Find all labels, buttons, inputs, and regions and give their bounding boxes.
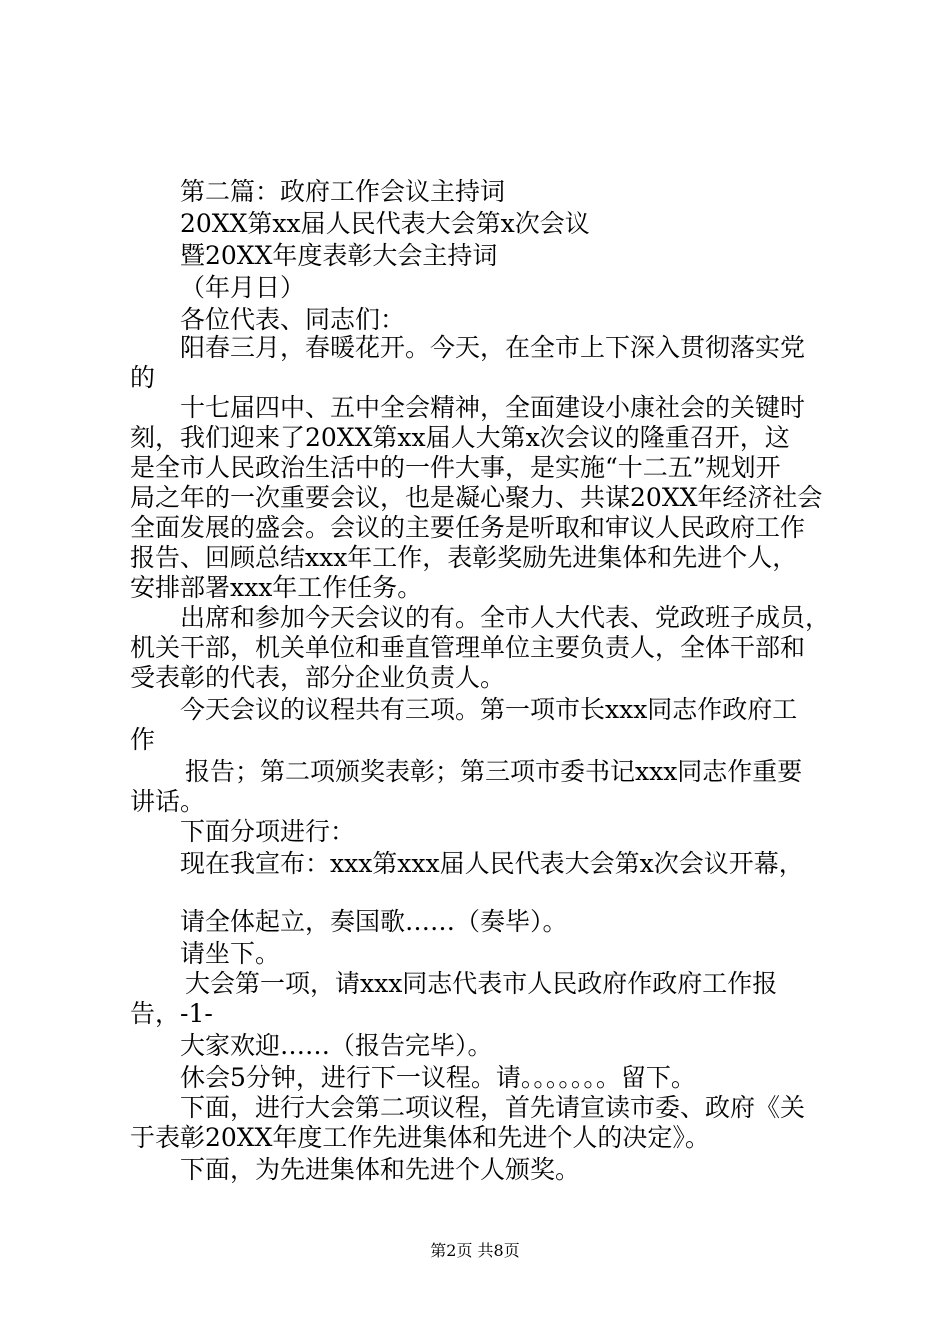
paragraph-line: 请全体起立，奏国歌……（奏毕）。 bbox=[180, 907, 568, 936]
meeting-subtitle: 暨20XX年度表彰大会主持词 bbox=[180, 241, 498, 270]
paragraph-line: 出席和参加今天会议的有。全市人大代表、党政班子成员， bbox=[180, 603, 831, 632]
salutation: 各位代表、同志们： bbox=[180, 305, 406, 334]
paragraph-line: 请坐下。 bbox=[180, 939, 281, 968]
paragraph-line: 局之年的一次重要会议，也是凝心聚力、共谋20XX年经济社会 bbox=[130, 483, 823, 512]
page-number-footer: 第2页 共8页 bbox=[430, 1241, 520, 1260]
paragraph-line: 于表彰20XX年度工作先进集体和先进个人的决定》。 bbox=[130, 1123, 710, 1152]
paragraph-line: 现在我宣布：xxx第xxx届人民代表大会第x次会议开幕， bbox=[180, 849, 804, 878]
paragraph-line: 大会第一项，请xxx同志代表市人民政府作政府工作报 bbox=[185, 969, 778, 998]
date-line: （年月日） bbox=[180, 273, 306, 302]
paragraph-line: 告，-1- bbox=[130, 999, 213, 1028]
paragraph-line: 作 bbox=[130, 725, 156, 754]
paragraph-line: 阳春三月，春暖花开。今天，在全市上下深入贯彻落实党 bbox=[180, 333, 806, 362]
section-title: 第二篇：政府工作会议主持词 bbox=[180, 177, 506, 206]
paragraph-line: 刻，我们迎来了20XX第xx届人大第x次会议的隆重召开，这 bbox=[130, 423, 790, 452]
paragraph-line: 机关干部，机关单位和垂直管理单位主要负责人，全体干部和 bbox=[130, 633, 806, 662]
paragraph-line: 受表彰的代表，部分企业负责人。 bbox=[130, 663, 506, 692]
paragraph-line: 下面，进行大会第二项议程，首先请宣读市委、政府《关 bbox=[180, 1093, 806, 1122]
paragraph-line: 安排部署xxx年工作任务。 bbox=[130, 573, 423, 602]
paragraph-line: 是全市人民政治生活中的一件大事，是实施“十二五”规划开 bbox=[130, 453, 781, 482]
paragraph-line: 下面，为先进集体和先进个人颁奖。 bbox=[180, 1155, 581, 1184]
paragraph-line: 休会5分钟，进行下一议程。请。。。。。。。留下。 bbox=[180, 1063, 696, 1092]
meeting-title: 20XX第xx届人民代表大会第x次会议 bbox=[180, 209, 590, 238]
paragraph-line: 报告；第二项颁奖表彰；第三项市委书记xxx同志作重要 bbox=[185, 757, 803, 786]
paragraph-line: 的 bbox=[130, 363, 156, 392]
paragraph-line: 讲话。 bbox=[130, 787, 206, 816]
paragraph-line: 大家欢迎……（报告完毕）。 bbox=[180, 1031, 493, 1060]
paragraph-line: 今天会议的议程共有三项。第一项市长xxx同志作政府工 bbox=[180, 695, 798, 724]
paragraph-line: 十七届四中、五中全会精神，全面建设小康社会的关键时 bbox=[180, 393, 806, 422]
paragraph-line: 下面分项进行： bbox=[180, 817, 356, 846]
paragraph-line: 全面发展的盛会。会议的主要任务是听取和审议人民政府工作 bbox=[130, 513, 806, 542]
paragraph-line: 报告、回顾总结xxx年工作，表彰奖励先进集体和先进个人， bbox=[130, 543, 798, 572]
